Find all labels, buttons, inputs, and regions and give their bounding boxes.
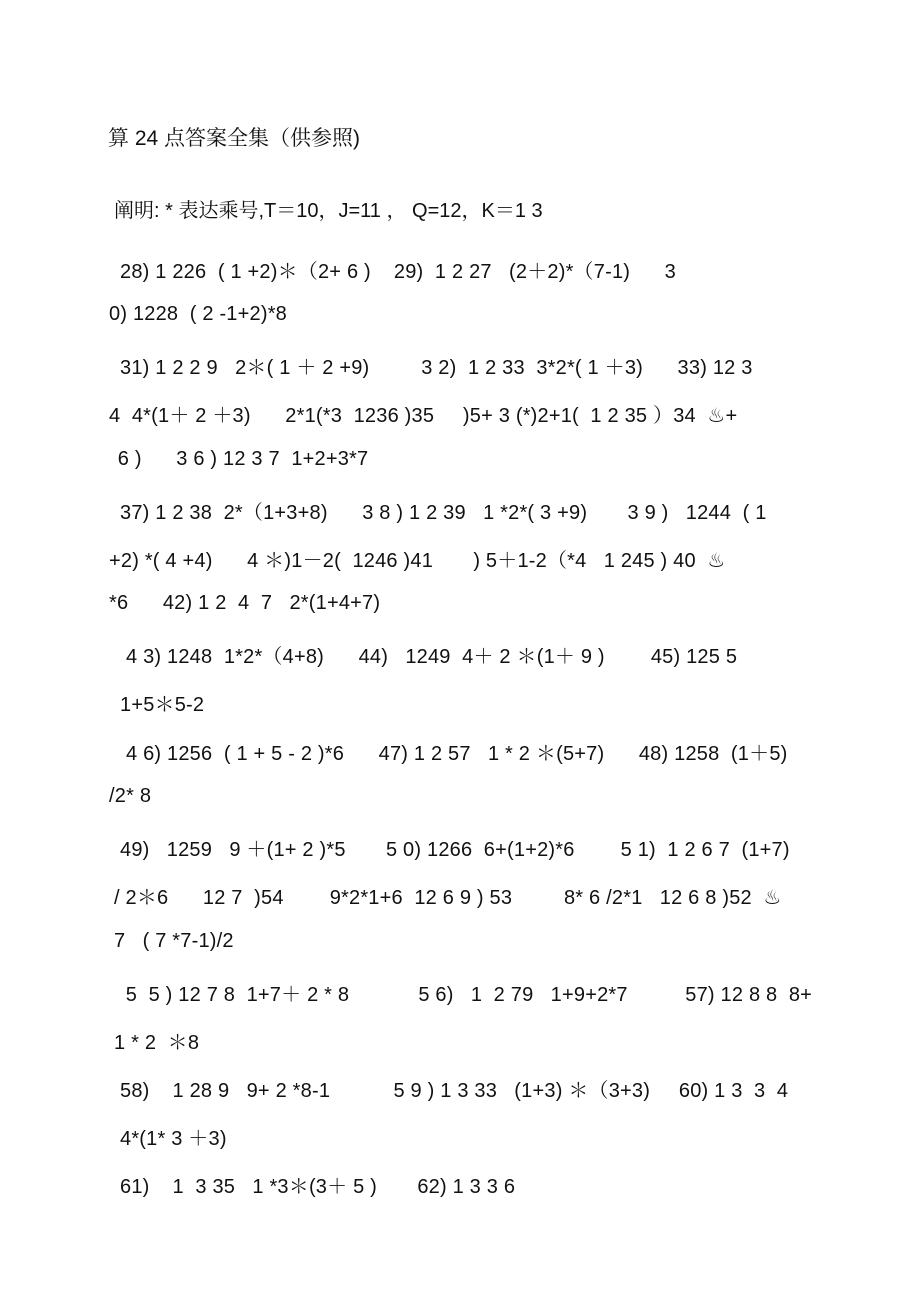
- answer-line: / 2＊6 12 7 )54 9*2*1+6 12 6 9 ) 53 8* 6 /2*1 12 6 8 )52 ♨: [114, 887, 782, 909]
- answer-line: 37) 1 2 38 2*（1+3+8) 3 8 ) 1 2 39 1 *2*( 3 +9) 3 9 ) 1244 ( 1: [120, 502, 767, 524]
- answer-line: 61) 1 3 35 1 *3＊(3＋ 5 ) 62) 1 3 3 6: [120, 1176, 516, 1198]
- page-title: 算 24 点答案全集（供参照): [108, 127, 361, 150]
- answer-line: /2* 8: [109, 785, 152, 807]
- answer-line: 7 ( 7 *7-1)/2: [114, 930, 234, 952]
- answer-line: 4 4*(1＋ 2 ＋3) 2*1(*3 1236 )35 )5+ 3 (*)2+1( 1 2 35 ）34 ♨+: [109, 405, 738, 427]
- answer-line: 1+5＊5-2: [120, 694, 205, 716]
- answer-line: 4 6) 1256 ( 1 + 5 - 2 )*6 47) 1 2 57 1 * 2 ＊(5+7) 48) 1258 (1＋5): [126, 743, 788, 765]
- answer-line: 4 3) 1248 1*2*（4+8) 44) 1249 4＋ 2 ＊(1＋ 9 ) 45) 125 5: [126, 646, 738, 668]
- answer-line: 0) 1228 ( 2 -1+2)*8: [109, 303, 287, 325]
- answer-line: 1 * 2 ＊8: [114, 1032, 200, 1054]
- notation-note: 阐明: * 表达乘号,T＝10，J=11 ， Q=12，K＝1 3: [114, 200, 543, 222]
- answer-line: 6 ) 3 6 ) 12 3 7 1+2+3*7: [112, 448, 369, 470]
- answer-line: 31) 1 2 2 9 2＊( 1 ＋ 2 +9) 3 2) 1 2 33 3*2*( 1 ＋3) 33) 12 3: [120, 357, 753, 379]
- answer-line: *6 42) 1 2 4 7 2*(1+4+7): [109, 592, 381, 614]
- answer-line: 4*(1* 3 ＋3): [120, 1128, 227, 1150]
- answer-line: +2) *( 4 +4) 4 ＊)1－2( 1246 )41 ) 5＋1-2（*4 1 245 ) 40 ♨: [109, 550, 726, 572]
- answer-line: 49) 1259 9 ＋(1+ 2 )*5 5 0) 1266 6+(1+2)*6 5 1) 1 2 6 7 (1+7): [120, 839, 790, 861]
- answer-line: 28) 1 226 ( 1 +2)＊（2+ 6 ) 29) 1 2 27 (2＋2)*（7-1) 3: [120, 261, 676, 283]
- answer-line: 5 5 ) 12 7 8 1+7＋ 2 * 8 5 6) 1 2 79 1+9+2*7 57) 12 8 8 8+: [120, 984, 813, 1006]
- answer-line: 58) 1 28 9 9+ 2 *8-1 5 9 ) 1 3 33 (1+3) ＊（3+3) 60) 1 3 3 4: [120, 1080, 789, 1102]
